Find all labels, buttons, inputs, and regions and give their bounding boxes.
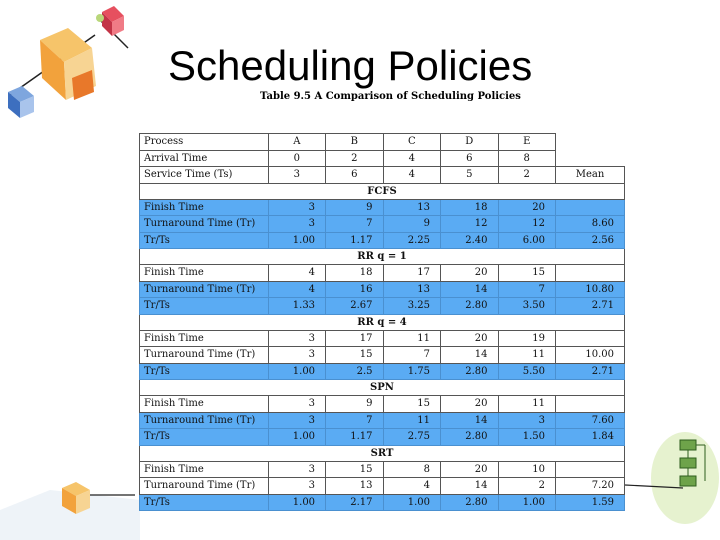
- value-cell: 3: [268, 347, 325, 364]
- value-cell: 14: [441, 478, 498, 495]
- value-cell: 13: [383, 281, 440, 298]
- blank-cell: [555, 150, 624, 167]
- value-cell: 11: [383, 412, 440, 429]
- value-cell: 14: [441, 347, 498, 364]
- turnaround-time-row: [140, 478, 625, 495]
- value-cell: 18: [441, 199, 498, 216]
- value-cell: 17: [326, 330, 383, 347]
- value-cell: 17: [383, 265, 440, 282]
- value-cell: 2.80: [441, 298, 498, 315]
- section-header-row: [140, 314, 625, 330]
- mean-cell: 1.59: [555, 494, 624, 511]
- value-cell: 9: [326, 199, 383, 216]
- value-cell: 2.40: [441, 232, 498, 249]
- row-label: Turnaround Time (Tr): [140, 347, 269, 364]
- value-cell: 20: [498, 199, 555, 216]
- section-title: RR q = 4: [140, 314, 625, 330]
- process-a: A: [268, 134, 325, 151]
- value-cell: 2.80: [441, 429, 498, 446]
- arrival-d: 6: [441, 150, 498, 167]
- value-cell: 1.17: [326, 429, 383, 446]
- service-d: 5: [441, 167, 498, 184]
- arrival-c: 4: [383, 150, 440, 167]
- process-e: E: [498, 134, 555, 151]
- value-cell: 14: [441, 281, 498, 298]
- flowchart-clipart-icon: [625, 430, 720, 540]
- mean-cell: [555, 265, 624, 282]
- value-cell: 16: [326, 281, 383, 298]
- turnaround-time-row: [140, 216, 625, 233]
- value-cell: 7: [326, 216, 383, 233]
- value-cell: 7: [326, 412, 383, 429]
- row-label: Tr/Ts: [140, 494, 269, 511]
- value-cell: 10: [498, 461, 555, 478]
- arrival-b: 2: [326, 150, 383, 167]
- slide-title: Scheduling Policies: [168, 42, 533, 89]
- row-label: Turnaround Time (Tr): [140, 216, 269, 233]
- value-cell: 3.25: [383, 298, 440, 315]
- finish-time-row: [140, 199, 625, 216]
- value-cell: 2.75: [383, 429, 440, 446]
- value-cell: 2: [498, 478, 555, 495]
- value-cell: 3: [268, 478, 325, 495]
- value-cell: 3.50: [498, 298, 555, 315]
- mean-cell: 1.84: [555, 429, 624, 446]
- value-cell: 1.00: [268, 363, 325, 380]
- ratio-row: [140, 494, 625, 511]
- value-cell: 1.17: [326, 232, 383, 249]
- value-cell: 7: [383, 347, 440, 364]
- finish-time-row: [140, 396, 625, 413]
- ratio-row: [140, 298, 625, 315]
- value-cell: 20: [441, 330, 498, 347]
- value-cell: 1.50: [498, 429, 555, 446]
- value-cell: 15: [383, 396, 440, 413]
- mean-cell: 2.71: [555, 298, 624, 315]
- value-cell: 1.00: [268, 232, 325, 249]
- section-title: SRT: [140, 445, 625, 461]
- blank-cell: [555, 134, 624, 151]
- value-cell: 20: [441, 461, 498, 478]
- value-cell: 9: [326, 396, 383, 413]
- process-label: Process: [140, 134, 269, 151]
- value-cell: 14: [441, 412, 498, 429]
- section-title: SPN: [140, 380, 625, 396]
- mean-cell: 8.60: [555, 216, 624, 233]
- value-cell: 2.80: [441, 363, 498, 380]
- value-cell: 5.50: [498, 363, 555, 380]
- mean-cell: 7.20: [555, 478, 624, 495]
- arrival-a: 0: [268, 150, 325, 167]
- arrival-row: [140, 150, 625, 167]
- turnaround-time-row: [140, 281, 625, 298]
- mean-cell: 7.60: [555, 412, 624, 429]
- mean-cell: [555, 396, 624, 413]
- row-label: Turnaround Time (Tr): [140, 412, 269, 429]
- value-cell: 3: [268, 330, 325, 347]
- row-label: Finish Time: [140, 265, 269, 282]
- finish-time-row: [140, 461, 625, 478]
- row-label: Tr/Ts: [140, 363, 269, 380]
- value-cell: 1.00: [268, 429, 325, 446]
- table-caption: Table 9.5 A Comparison of Scheduling Policies: [260, 91, 521, 102]
- value-cell: 8: [383, 461, 440, 478]
- section-header-row: [140, 249, 625, 265]
- value-cell: 15: [326, 461, 383, 478]
- value-cell: 15: [326, 347, 383, 364]
- row-label: Tr/Ts: [140, 298, 269, 315]
- service-a: 3: [268, 167, 325, 184]
- row-label: Finish Time: [140, 396, 269, 413]
- value-cell: 3: [498, 412, 555, 429]
- value-cell: 4: [383, 478, 440, 495]
- section-header-row: [140, 445, 625, 461]
- row-label: Tr/Ts: [140, 429, 269, 446]
- value-cell: 13: [326, 478, 383, 495]
- row-label: Tr/Ts: [140, 232, 269, 249]
- row-label: Finish Time: [140, 330, 269, 347]
- value-cell: 11: [383, 330, 440, 347]
- mean-cell: 2.71: [555, 363, 624, 380]
- value-cell: 2.25: [383, 232, 440, 249]
- cube-clipart-bottom-icon: [0, 470, 140, 540]
- value-cell: 12: [441, 216, 498, 233]
- value-cell: 4: [268, 281, 325, 298]
- process-b: B: [326, 134, 383, 151]
- value-cell: 2.5: [326, 363, 383, 380]
- mean-cell: 10.00: [555, 347, 624, 364]
- mean-cell: [555, 461, 624, 478]
- value-cell: 9: [383, 216, 440, 233]
- mean-cell: 2.56: [555, 232, 624, 249]
- arrival-label: Arrival Time: [140, 150, 269, 167]
- value-cell: 3: [268, 216, 325, 233]
- value-cell: 20: [441, 265, 498, 282]
- value-cell: 13: [383, 199, 440, 216]
- process-row: [140, 134, 625, 151]
- value-cell: 4: [268, 265, 325, 282]
- ratio-row: [140, 363, 625, 380]
- value-cell: 3: [268, 199, 325, 216]
- cube-clipart-icon: [0, 0, 140, 140]
- value-cell: 1.00: [498, 494, 555, 511]
- value-cell: 1.33: [268, 298, 325, 315]
- turnaround-time-row: [140, 412, 625, 429]
- value-cell: 6.00: [498, 232, 555, 249]
- service-e: 2: [498, 167, 555, 184]
- section-header-row: [140, 183, 625, 199]
- value-cell: 3: [268, 412, 325, 429]
- value-cell: 11: [498, 396, 555, 413]
- ratio-row: [140, 232, 625, 249]
- value-cell: 1.75: [383, 363, 440, 380]
- value-cell: 7: [498, 281, 555, 298]
- scheduling-comparison-table: [139, 133, 625, 511]
- mean-cell: 10.80: [555, 281, 624, 298]
- process-d: D: [441, 134, 498, 151]
- service-label: Service Time (Ts): [140, 167, 269, 184]
- value-cell: 12: [498, 216, 555, 233]
- section-header-row: [140, 380, 625, 396]
- value-cell: 15: [498, 265, 555, 282]
- turnaround-time-row: [140, 347, 625, 364]
- value-cell: 20: [441, 396, 498, 413]
- service-b: 6: [326, 167, 383, 184]
- service-row: [140, 167, 625, 184]
- value-cell: 1.00: [383, 494, 440, 511]
- mean-cell: [555, 199, 624, 216]
- row-label: Finish Time: [140, 199, 269, 216]
- value-cell: 19: [498, 330, 555, 347]
- value-cell: 3: [268, 461, 325, 478]
- finish-time-row: [140, 330, 625, 347]
- value-cell: 11: [498, 347, 555, 364]
- finish-time-row: [140, 265, 625, 282]
- value-cell: 2.80: [441, 494, 498, 511]
- section-title: FCFS: [140, 183, 625, 199]
- service-c: 4: [383, 167, 440, 184]
- mean-header: Mean: [555, 167, 624, 184]
- row-label: Turnaround Time (Tr): [140, 478, 269, 495]
- section-title: RR q = 1: [140, 249, 625, 265]
- value-cell: 1.00: [268, 494, 325, 511]
- value-cell: 18: [326, 265, 383, 282]
- value-cell: 2.67: [326, 298, 383, 315]
- mean-cell: [555, 330, 624, 347]
- arrival-e: 8: [498, 150, 555, 167]
- row-label: Turnaround Time (Tr): [140, 281, 269, 298]
- ratio-row: [140, 429, 625, 446]
- value-cell: 3: [268, 396, 325, 413]
- process-c: C: [383, 134, 440, 151]
- value-cell: 2.17: [326, 494, 383, 511]
- policy-sections: [140, 183, 625, 511]
- row-label: Finish Time: [140, 461, 269, 478]
